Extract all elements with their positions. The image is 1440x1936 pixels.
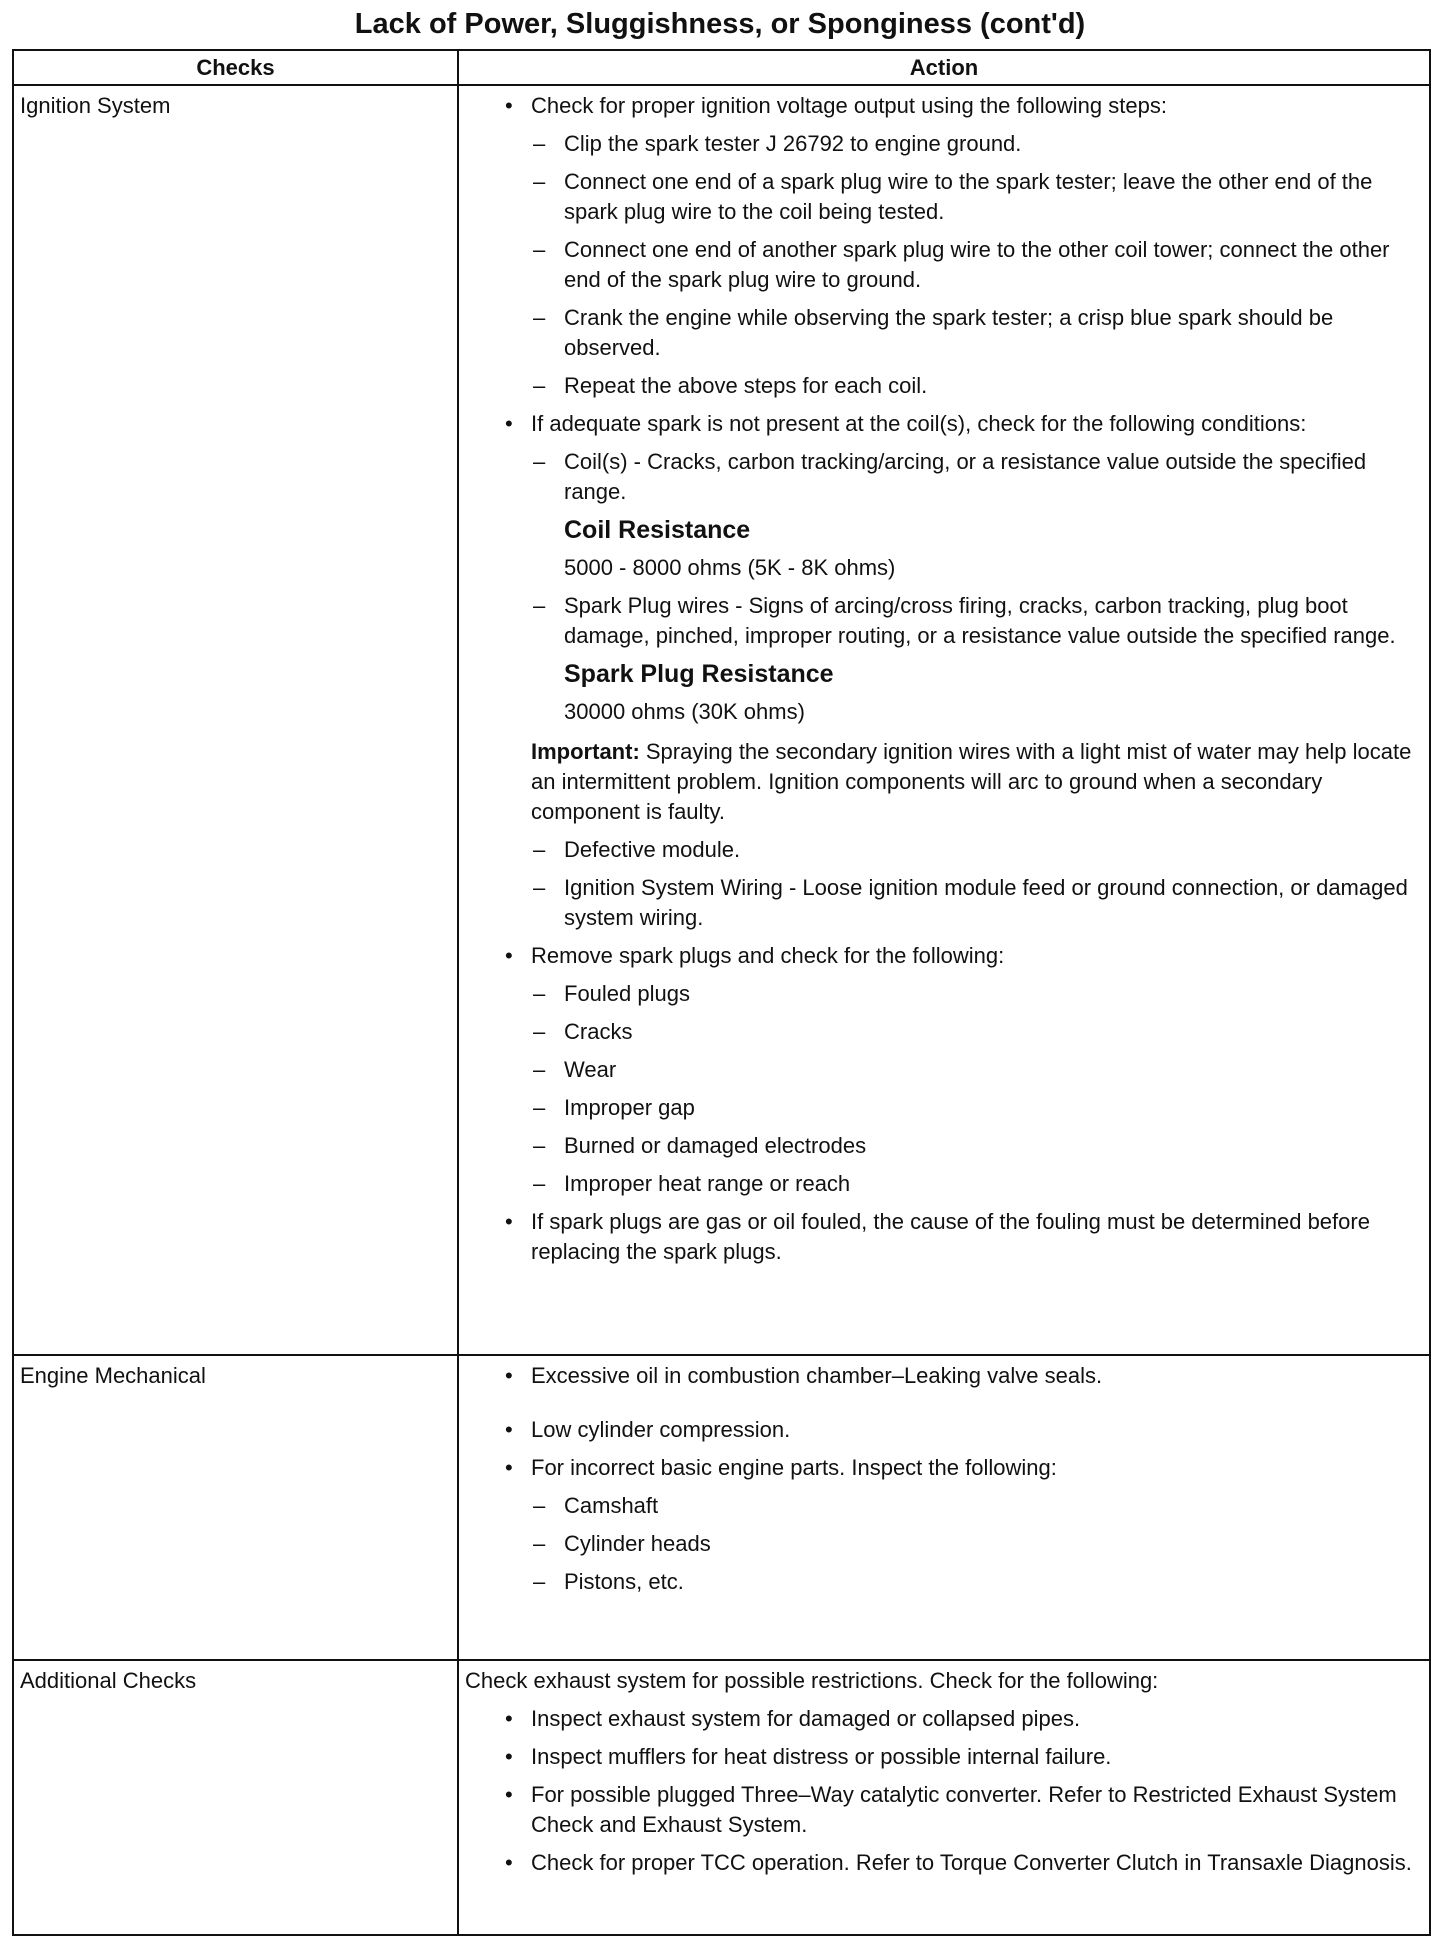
bullet-item: • Check for proper ignition voltage output using the following steps: xyxy=(465,91,1423,121)
checks-column-header: Checks xyxy=(13,50,458,85)
important-label: Important: xyxy=(531,739,640,764)
table-row-additional-checks xyxy=(13,1660,1430,1935)
bullet-item: • Low cylinder compression. xyxy=(465,1415,1423,1445)
step-item: – Clip the spark tester J 26792 to engine ground. xyxy=(465,129,1423,159)
check-cell-engine-mechanical: Engine Mechanical xyxy=(13,1355,458,1660)
diagnosis-table xyxy=(12,49,1431,1936)
spark-plug-resistance-title: Spark Plug Resistance xyxy=(564,660,834,688)
condition-item: – Defective module. xyxy=(465,835,1423,865)
spark-plug-resistance-value: 30000 ohms (30K ohms) xyxy=(564,699,805,724)
condition-item: – Spark Plug wires - Signs of arcing/cross firing, cracks, carbon tracking, plug boot damage, pinched, improper routing, or a resistance value outside the specified range. xyxy=(465,591,1423,651)
bullet-item: • Remove spark plugs and check for the following: xyxy=(465,941,1423,971)
bullet-item: • For incorrect basic engine parts. Inspect the following: xyxy=(465,1453,1423,1483)
important-text: Spraying the secondary ignition wires with a light mist of water may help locate an intermittent problem. Ignition components will arc to ground when a secondary component is faulty. xyxy=(531,739,1412,824)
plug-check-item: – Cracks xyxy=(465,1017,1423,1047)
condition-item: – Coil(s) - Cracks, carbon tracking/arcing, or a resistance value outside the specified range. xyxy=(465,447,1423,507)
plug-check-item: – Improper gap xyxy=(465,1093,1423,1123)
table-row-ignition-system xyxy=(13,85,1430,1355)
table-row-engine-mechanical xyxy=(13,1355,1430,1660)
important-note xyxy=(465,737,1423,827)
action-column-header: Action xyxy=(458,50,1430,85)
bullet-item: • If adequate spark is not present at the coil(s), check for the following conditions: xyxy=(465,409,1423,439)
check-cell-ignition-system: Ignition System xyxy=(13,85,458,1355)
bullet-item: • Excessive oil in combustion chamber–Leaking valve seals. xyxy=(465,1361,1423,1391)
plug-check-item: – Wear xyxy=(465,1055,1423,1085)
additional-intro: Check exhaust system for possible restrictions. Check for the following: xyxy=(465,1668,1159,1693)
table-header-row xyxy=(13,50,1430,85)
check-cell-additional-checks: Additional Checks xyxy=(13,1660,458,1935)
coil-resistance-title: Coil Resistance xyxy=(564,516,751,544)
plug-check-item: – Burned or damaged electrodes xyxy=(465,1131,1423,1161)
engine-part-item: – Cylinder heads xyxy=(465,1529,1423,1559)
engine-part-item: – Camshaft xyxy=(465,1491,1423,1521)
plug-check-item: – Fouled plugs xyxy=(465,979,1423,1009)
bullet-item: • Check for proper TCC operation. Refer to Torque Converter Clutch in Transaxle Diagnosis. xyxy=(465,1848,1423,1878)
page-title: Lack of Power, Sluggishness, or Sponginess (cont'd) xyxy=(354,8,1086,40)
action-cell-ignition-system xyxy=(458,85,1430,1355)
step-item: – Connect one end of a spark plug wire to the spark tester; leave the other end of the spark plug wire to the coil being tested. xyxy=(465,167,1423,227)
step-item: – Connect one end of another spark plug wire to the other coil tower; connect the other end of the spark plug wire to ground. xyxy=(465,235,1423,295)
step-item: – Crank the engine while observing the spark tester; a crisp blue spark should be observed. xyxy=(465,303,1423,363)
engine-part-item: – Pistons, etc. xyxy=(465,1567,1423,1597)
action-cell-additional-checks xyxy=(458,1660,1430,1935)
bullet-item: • Inspect exhaust system for damaged or collapsed pipes. xyxy=(465,1704,1423,1734)
step-item: – Repeat the above steps for each coil. xyxy=(465,371,1423,401)
action-cell-engine-mechanical xyxy=(458,1355,1430,1660)
condition-item: – Ignition System Wiring - Loose ignition module feed or ground connection, or damaged system wiring. xyxy=(465,873,1423,933)
plug-check-item: – Improper heat range or reach xyxy=(465,1169,1423,1199)
coil-resistance-value: 5000 - 8000 ohms (5K - 8K ohms) xyxy=(564,555,896,580)
bullet-item: • If spark plugs are gas or oil fouled, the cause of the fouling must be determined before replacing the spark plugs. xyxy=(465,1207,1423,1267)
bullet-item: • For possible plugged Three–Way catalytic converter. Refer to Restricted Exhaust System Check and Exhaust System. xyxy=(465,1780,1423,1840)
bullet-item: • Inspect mufflers for heat distress or possible internal failure. xyxy=(465,1742,1423,1772)
